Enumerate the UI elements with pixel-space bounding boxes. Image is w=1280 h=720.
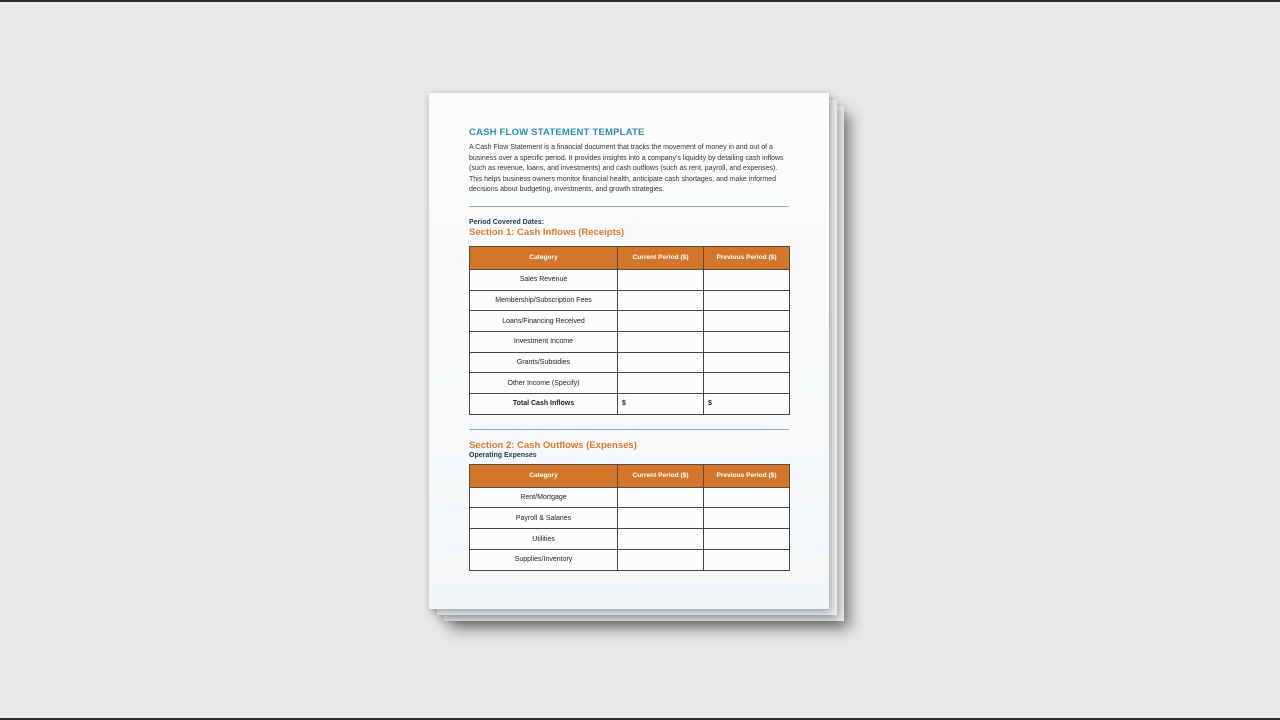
divider [469, 429, 789, 430]
frame-top-border [0, 0, 1280, 2]
table-row [470, 373, 790, 394]
row-category: Loans/Financing Received [470, 311, 618, 332]
header-previous-period: Previous Period ($) [704, 464, 790, 487]
operating-expenses-label: Operating Expenses [469, 451, 537, 459]
previous-period-cell[interactable] [704, 508, 790, 529]
previous-period-cell[interactable] [704, 549, 790, 570]
table-header-row [470, 464, 790, 487]
row-category: Payroll & Salaries [470, 508, 618, 529]
total-row [470, 394, 790, 415]
previous-period-cell[interactable] [704, 269, 790, 290]
table-row [470, 290, 790, 311]
table-row [470, 352, 790, 373]
section2-title: Section 2: Cash Outflows (Expenses) [469, 439, 637, 451]
table-header-row [470, 246, 790, 269]
current-period-cell[interactable] [618, 332, 704, 353]
total-current-value[interactable]: $ [618, 394, 704, 415]
header-previous-period: Previous Period ($) [704, 246, 790, 269]
divider [469, 206, 789, 207]
header-category: Category [470, 464, 618, 487]
period-covered-label: Period Covered Dates: [469, 218, 545, 226]
table-row [470, 332, 790, 353]
current-period-cell[interactable] [618, 352, 704, 373]
row-category: Membership/Subscription Fees [470, 290, 618, 311]
previous-period-cell[interactable] [704, 311, 790, 332]
intro-paragraph: A Cash Flow Statement is a financial document that tracks the movement of money in and out of a business over a specific period. It provides insights into a company's liquidity by detailing cash inflows (such as revenue, loans, and investments) and cash outflows (such as rent, payroll, and expenses). This helps business owners monitor financial health, anticipate cash shortages, and make informed decisions about budgeting, investments, and growth strategies. [469, 144, 784, 194]
table-row [470, 311, 790, 332]
header-category: Category [470, 246, 618, 269]
row-category: Grants/Subsidies [470, 352, 618, 373]
page-content [469, 127, 789, 571]
document-title: CASH FLOW STATEMENT TEMPLATE [469, 127, 645, 138]
total-previous-value[interactable]: $ [704, 394, 790, 415]
table-row [470, 529, 790, 550]
current-period-cell[interactable] [618, 508, 704, 529]
current-period-cell[interactable] [618, 269, 704, 290]
section1-title: Section 1: Cash Inflows (Receipts) [469, 226, 625, 238]
row-category: Sales Revenue [470, 269, 618, 290]
cash-outflows-table [469, 464, 790, 571]
row-category: Supplies/Inventory [470, 549, 618, 570]
current-period-cell[interactable] [618, 311, 704, 332]
total-label: Total Cash Inflows [470, 394, 618, 415]
cash-inflows-table [469, 246, 790, 415]
header-current-period: Current Period ($) [618, 464, 704, 487]
row-category: Investment Income [470, 332, 618, 353]
row-category: Other Income (Specify) [470, 373, 618, 394]
previous-period-cell[interactable] [704, 332, 790, 353]
table-row [470, 269, 790, 290]
current-period-cell[interactable] [618, 290, 704, 311]
previous-period-cell[interactable] [704, 529, 790, 550]
row-category: Utilities [470, 529, 618, 550]
previous-period-cell[interactable] [704, 487, 790, 508]
document-page [429, 93, 829, 609]
previous-period-cell[interactable] [704, 290, 790, 311]
current-period-cell[interactable] [618, 529, 704, 550]
header-current-period: Current Period ($) [618, 246, 704, 269]
previous-period-cell[interactable] [704, 373, 790, 394]
table-row [470, 549, 790, 570]
current-period-cell[interactable] [618, 373, 704, 394]
previous-period-cell[interactable] [704, 352, 790, 373]
current-period-cell[interactable] [618, 487, 704, 508]
table-row [470, 487, 790, 508]
current-period-cell[interactable] [618, 549, 704, 570]
table-row [470, 508, 790, 529]
row-category: Rent/Mortgage [470, 487, 618, 508]
